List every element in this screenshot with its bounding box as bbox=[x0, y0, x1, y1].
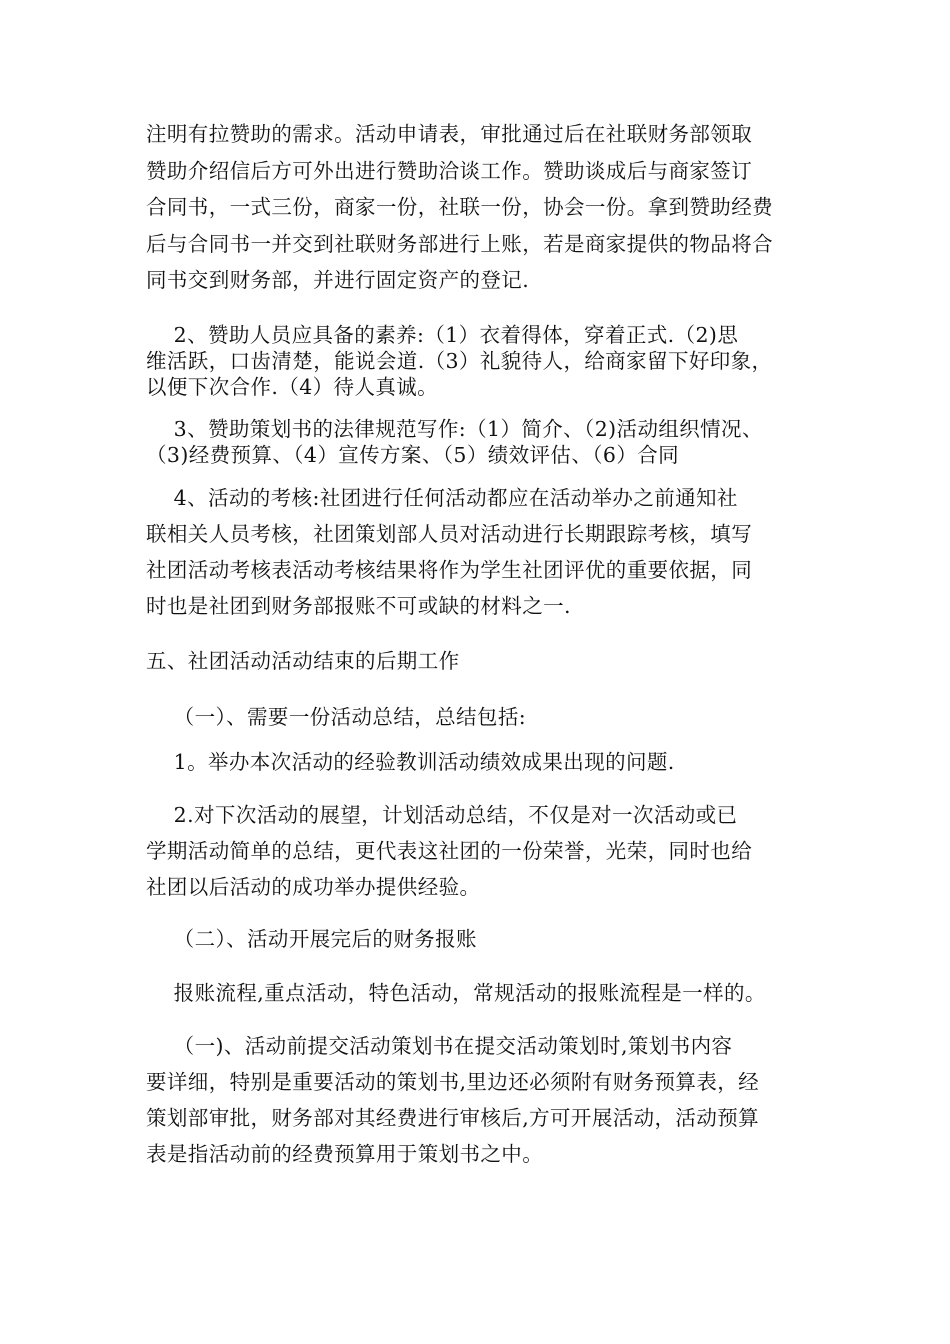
text-line: 要详细，特别是重要活动的策划书,里边还必须附有财务预算表，经 bbox=[146, 1070, 760, 1094]
paragraph-reimbursement-flow bbox=[146, 975, 806, 1011]
paragraph-sponsor-qualities bbox=[146, 322, 806, 400]
text-line: 同书交到财务部，并进行固定资产的登记. bbox=[146, 268, 530, 292]
text-line: 报账流程,重点活动，特色活动，常规活动的报账流程是一样的。 bbox=[146, 981, 766, 1005]
text-line: 后与合同书一并交到社联财务部进行上账，若是商家提供的物品将合 bbox=[146, 231, 773, 256]
paragraph-sponsorship-procedure bbox=[146, 116, 806, 299]
paragraph-activity-assessment bbox=[146, 480, 806, 624]
text-line: 时也是社团到财务部报账不可或缺的材料之一. bbox=[146, 594, 571, 618]
text-line: 赞助介绍信后方可外出进行赞助洽谈工作。赞助谈成后与商家签订 bbox=[146, 158, 753, 183]
text-line: 4、活动的考核:社团进行任何活动都应在活动举办之前通知社 bbox=[146, 486, 738, 510]
text-line: （3)经费预算、（4）宣传方案、（5）绩效评估、（6）合同 bbox=[146, 443, 680, 467]
text-line: 以便下次合作.（4）待人真诚。 bbox=[146, 375, 439, 399]
paragraph-submit-proposal bbox=[146, 1028, 806, 1172]
heading-text: 五、社团活动活动结束的后期工作 bbox=[146, 649, 460, 673]
text-line: 维活跃，口齿清楚，能说会道.（3）礼貌待人，给商家留下好印象， bbox=[146, 349, 773, 373]
text-line: 1。举办本次活动的经验教训活动绩效成果出现的问题. bbox=[146, 750, 675, 774]
text-line: 社团活动考核表活动考核结果将作为学生社团评优的重要依据，同 bbox=[146, 558, 753, 582]
paragraph-proposal-writing bbox=[146, 416, 806, 468]
text-line: 社团以后活动的成功举办提供经验。 bbox=[146, 875, 481, 899]
text-line: 2、赞助人员应具备的素养:（1）衣着得体，穿着正式.（2)思 bbox=[146, 323, 739, 347]
text-line: 学期活动简单的总结，更代表这社团的一份荣誉，光荣，同时也给 bbox=[146, 839, 753, 863]
list-item bbox=[146, 744, 806, 780]
list-item bbox=[146, 797, 806, 905]
text-line: 表是指活动前的经费预算用于策划书之中。 bbox=[146, 1142, 544, 1166]
text-line: 2.对下次活动的展望，计划活动总结，不仅是对一次活动或已 bbox=[146, 803, 738, 827]
text-line: 联相关人员考核，社团策划部人员对活动进行长期跟踪考核，填写 bbox=[146, 522, 753, 546]
text-line: 注明有拉赞助的需求。活动申请表，审批通过后在社联财务部领取 bbox=[146, 122, 753, 146]
subsection-heading-reimbursement bbox=[146, 921, 806, 957]
text-line: 合同书，一式三份，商家一份，社联一份，协会一份。拿到赞助经费 bbox=[146, 195, 773, 219]
text-line: （一)、活动前提交活动策划书在提交活动策划时,策划书内容 bbox=[146, 1034, 733, 1058]
section-heading bbox=[146, 643, 806, 679]
subsection-heading-summary bbox=[146, 699, 806, 735]
text-line: （二）、活动开展完后的财务报账 bbox=[146, 927, 477, 951]
text-line: （一）、需要一份活动总结，总结包括: bbox=[146, 705, 527, 729]
text-line: 3、赞助策划书的法律规范写作:（1）简介、（2)活动组织情况、 bbox=[146, 417, 763, 441]
text-line: 策划部审批，财务部对其经费进行审核后,方可开展活动，活动预算 bbox=[146, 1106, 760, 1130]
